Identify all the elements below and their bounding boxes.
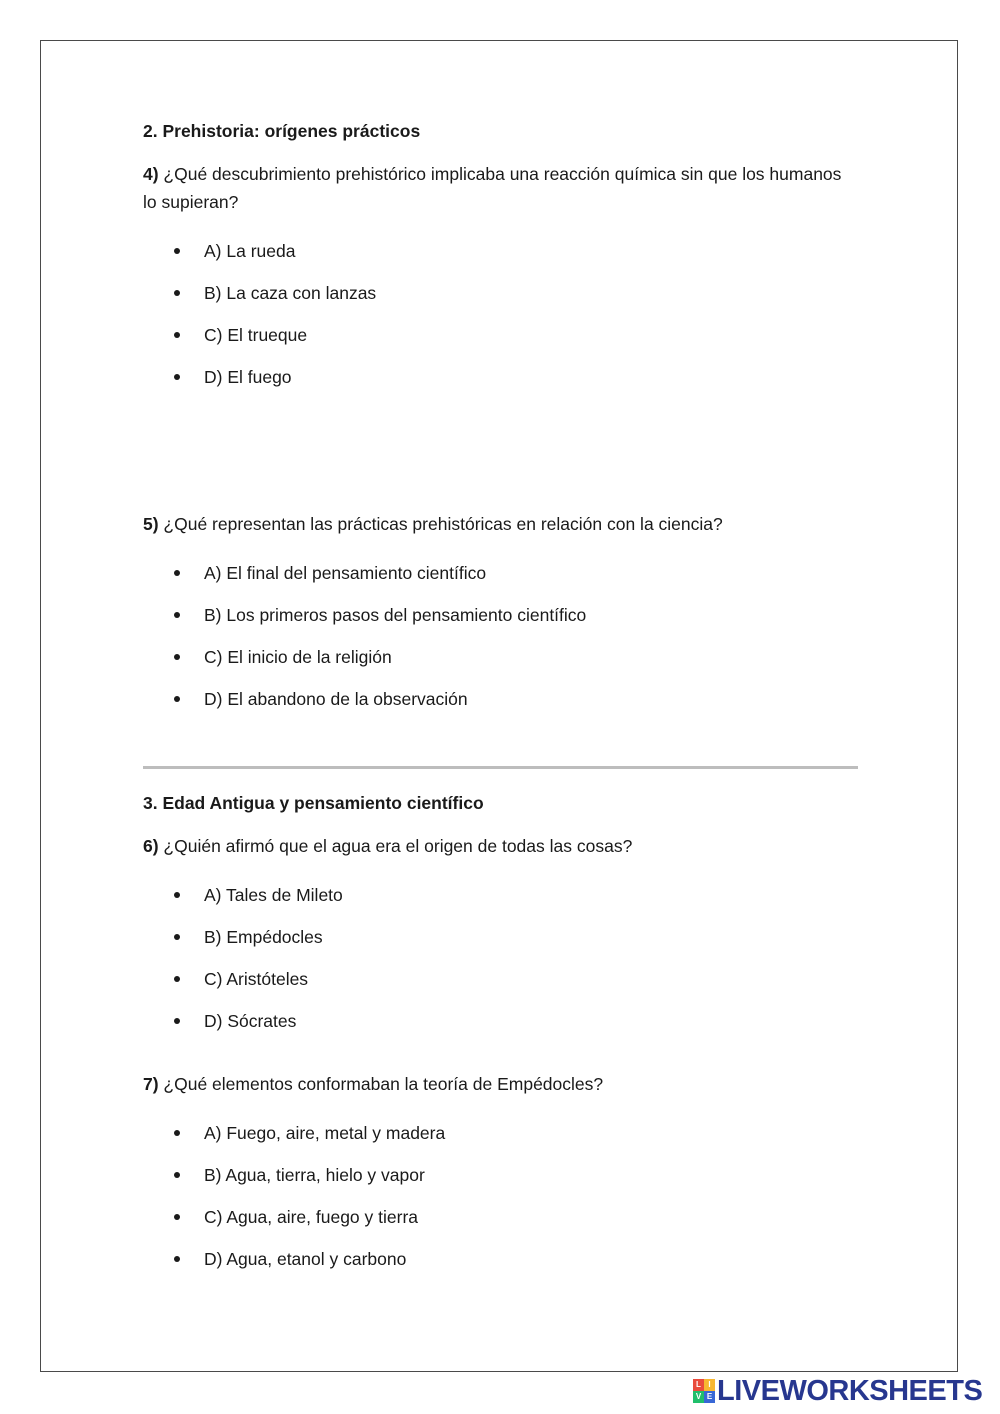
question-5 — [143, 510, 858, 720]
bullet-icon — [174, 892, 180, 898]
option-label: B) La caza con lanzas — [204, 283, 377, 303]
bullet-icon — [174, 1172, 180, 1178]
badge-letter: I — [704, 1379, 715, 1391]
option-label: C) El trueque — [204, 325, 308, 345]
option-item[interactable] — [143, 1000, 858, 1042]
bullet-icon — [174, 1214, 180, 1220]
section-2 — [143, 119, 858, 143]
question-prompt: ¿Qué descubrimiento prehistórico implicaba una reacción química sin que los humanos lo supieran? — [143, 164, 842, 212]
logo-text: LIVEWORKSHEETS — [717, 1374, 983, 1407]
question-prompt: ¿Qué elementos conformaban la teoría de Empédocles? — [158, 1074, 604, 1094]
bullet-icon — [174, 612, 180, 618]
bullet-icon — [174, 1130, 180, 1136]
option-item[interactable] — [143, 1238, 858, 1280]
bullet-icon — [174, 248, 180, 254]
question-number: 6) — [143, 836, 159, 856]
bullet-icon — [174, 1018, 180, 1024]
badge-letter: V — [693, 1391, 704, 1403]
option-label: A) El final del pensamiento científico — [204, 563, 487, 583]
option-label: D) El fuego — [204, 367, 292, 387]
question-4 — [143, 160, 858, 398]
option-item[interactable] — [143, 636, 858, 678]
option-item[interactable] — [143, 1196, 858, 1238]
section-heading: 3. Edad Antigua y pensamiento científico — [143, 793, 484, 813]
option-label: B) Empédocles — [204, 927, 323, 947]
option-item[interactable] — [143, 552, 858, 594]
option-label: B) Los primeros pasos del pensamiento científico — [204, 605, 587, 625]
bullet-icon — [174, 934, 180, 940]
section-heading: 2. Prehistoria: orígenes prácticos — [143, 121, 421, 141]
bullet-icon — [174, 1256, 180, 1262]
option-label: A) Fuego, aire, metal y madera — [204, 1123, 446, 1143]
question-number: 7) — [143, 1074, 159, 1094]
option-label: D) Agua, etanol y carbono — [204, 1249, 407, 1269]
question-prompt: ¿Quién afirmó que el agua era el origen de todas las cosas? — [158, 836, 633, 856]
question-number: 5) — [143, 514, 159, 534]
option-label: C) Aristóteles — [204, 969, 309, 989]
section-3 — [143, 791, 858, 815]
option-label: A) La rueda — [204, 241, 296, 261]
liveworksheets-logo[interactable] — [693, 1374, 983, 1407]
option-item[interactable] — [143, 874, 858, 916]
badge-letter: E — [704, 1391, 715, 1403]
bullet-icon — [174, 290, 180, 296]
question-text — [143, 1070, 858, 1098]
option-label: A) Tales de Mileto — [204, 885, 343, 905]
question-text — [143, 510, 858, 538]
option-item[interactable] — [143, 356, 858, 398]
option-label: D) El abandono de la observación — [204, 689, 468, 709]
section-divider — [143, 766, 858, 769]
option-list — [143, 874, 858, 1042]
option-item[interactable] — [143, 594, 858, 636]
question-number: 4) — [143, 164, 159, 184]
bullet-icon — [174, 654, 180, 660]
option-item[interactable] — [143, 230, 858, 272]
bullet-icon — [174, 570, 180, 576]
bullet-icon — [174, 374, 180, 380]
option-item[interactable] — [143, 958, 858, 1000]
question-text — [143, 160, 858, 216]
bullet-icon — [174, 696, 180, 702]
option-label: C) El inicio de la religión — [204, 647, 392, 667]
option-label: D) Sócrates — [204, 1011, 297, 1031]
question-6 — [143, 832, 858, 1042]
option-item[interactable] — [143, 272, 858, 314]
option-item[interactable] — [143, 678, 858, 720]
logo-badge-icon — [693, 1379, 715, 1403]
option-list — [143, 1112, 858, 1280]
option-label: B) Agua, tierra, hielo y vapor — [204, 1165, 425, 1185]
question-text — [143, 832, 858, 860]
option-label: C) Agua, aire, fuego y tierra — [204, 1207, 418, 1227]
option-item[interactable] — [143, 916, 858, 958]
option-item[interactable] — [143, 1154, 858, 1196]
option-item[interactable] — [143, 314, 858, 356]
bullet-icon — [174, 976, 180, 982]
bullet-icon — [174, 332, 180, 338]
badge-letter: L — [693, 1379, 704, 1391]
question-7 — [143, 1070, 858, 1280]
option-list — [143, 552, 858, 720]
option-list — [143, 230, 858, 398]
option-item[interactable] — [143, 1112, 858, 1154]
question-prompt: ¿Qué representan las prácticas prehistóricas en relación con la ciencia? — [158, 514, 723, 534]
